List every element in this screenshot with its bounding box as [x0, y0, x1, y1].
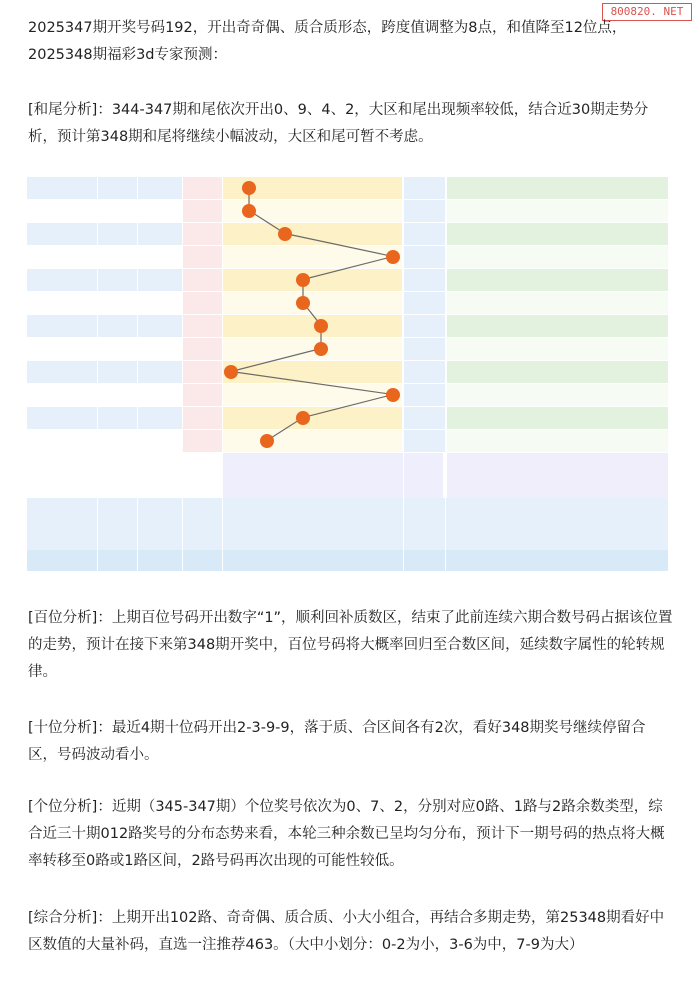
header-attribute — [539, 500, 557, 523]
header-digit — [384, 500, 402, 523]
header-digit — [294, 500, 312, 523]
occurrence-distribution-cell — [222, 549, 240, 572]
forecast-attribute-cell — [484, 475, 502, 498]
occurrence-attribute-cell — [521, 549, 539, 572]
forecast-attribute-cell — [557, 475, 575, 498]
header-trial — [137, 513, 182, 536]
header-digit — [240, 500, 258, 523]
hit-ball — [260, 434, 274, 448]
header-prize — [182, 513, 222, 536]
hit-ball — [296, 273, 310, 287]
occurrence-distribution-cell — [276, 549, 294, 572]
forecast-attribute-cell — [631, 452, 649, 475]
occurrence-distribution-cell — [240, 549, 258, 572]
forecast-attribute-cell — [576, 452, 594, 475]
header-attribute — [521, 500, 539, 523]
hit-ball — [296, 296, 310, 310]
header-digit — [348, 500, 366, 523]
hit-ball — [278, 227, 292, 241]
occurrence-distribution-cell — [366, 549, 384, 572]
forecast-attribute-cell — [594, 475, 612, 498]
occurrence-attribute-cell — [594, 549, 612, 572]
hit-ball — [242, 204, 256, 218]
header-digit — [312, 500, 330, 523]
sum-tail-trend-chart — [27, 176, 668, 579]
units-analysis: [个位分析]：近期（345-347期）个位奖号依次为0、7、2，分别对应0路、1路与2路余数类型，综合近三十期012路奖号的分布态势来看，本轮三种余数已呈均匀分布，预计下一期号码的热点将大概率转移至0路或1路区间，2路号码再次出现的可能性较低。 — [28, 799, 665, 869]
occurrence-distribution-cell — [330, 549, 348, 572]
occurrence-attribute-cell — [613, 549, 631, 572]
forecast-distribution-background — [222, 452, 443, 498]
forecast-attribute-cell — [557, 452, 575, 475]
forecast-attribute-cell — [502, 452, 520, 475]
forecast-attribute-cell — [484, 452, 502, 475]
forecast-attribute-cell — [613, 475, 631, 498]
forecast-attribute-cell — [649, 475, 667, 498]
header-attribute — [594, 500, 612, 523]
occurrence-distribution-cell — [294, 549, 312, 572]
forecast-attribute-cell — [465, 452, 483, 475]
summary-analysis: [综合分析]：上期开出102路、奇奇偶、质合质、小大小组合，再结合多期走势，第25348期看好中区数值的大量补码，直选一注推荐463。（大中小划分：0-2为小，3-6为中，7-9为大） — [28, 910, 665, 953]
sum-tail-analysis: [和尾分析]：344-347期和尾依次开出0、9、4、2，大区和尾出现频率较低，结合近30期走势分析，预计第348期和尾将继续小幅波动，大区和尾可暂不考虑。 — [28, 102, 649, 145]
forecast-attribute-cell — [447, 452, 465, 475]
forecast-attribute-cell — [594, 452, 612, 475]
hit-ball — [224, 365, 238, 379]
hit-ball — [314, 342, 328, 356]
occurrence-distribution-cell — [258, 549, 276, 572]
occurrence-distribution-cell — [348, 549, 366, 572]
occurrence-attribute-cell — [447, 549, 465, 572]
occurrence-distribution-cell — [312, 549, 330, 572]
header-digit — [366, 500, 384, 523]
forecast-attribute-cell — [502, 475, 520, 498]
forecast-row-label — [47, 475, 182, 498]
forecast-attribute-cell — [447, 475, 465, 498]
header-digit — [258, 500, 276, 523]
hit-ball — [386, 250, 400, 264]
tens-analysis: [十位分析]：最近4期十位码开出2-3-9-9，落于质、合区间各有2次，看好348期奖号继续停留合区，号码波动看小。 — [28, 720, 646, 763]
header-attribute — [557, 500, 575, 523]
header-attribute — [576, 500, 594, 523]
occurrence-label — [27, 549, 182, 572]
header-distribution-title — [222, 524, 402, 547]
forecast-attribute-cell — [465, 475, 483, 498]
header-digit — [330, 500, 348, 523]
header-attribute — [465, 500, 483, 523]
trend-polyline — [231, 188, 393, 441]
occurrence-attribute-cell — [631, 549, 649, 572]
forecast-row-label — [47, 452, 182, 475]
occurrence-attribute-cell — [539, 549, 557, 572]
forecast-attribute-cell — [521, 452, 539, 475]
header-digit — [222, 500, 240, 523]
header-ball — [97, 513, 137, 536]
occurrence-attribute-cell — [649, 549, 667, 572]
forecast-attribute-cell — [539, 475, 557, 498]
forecast-attribute-cell — [539, 452, 557, 475]
hit-ball — [242, 181, 256, 195]
occurrence-attribute-cell — [465, 549, 483, 572]
forecast-attribute-cell — [631, 475, 649, 498]
header-attribute — [502, 500, 520, 523]
header-period — [27, 513, 97, 536]
occurrence-attribute-cell — [557, 549, 575, 572]
header-attribute — [613, 500, 631, 523]
occurrence-attribute-cell — [502, 549, 520, 572]
hit-ball — [296, 411, 310, 425]
site-watermark: 800820. NET — [602, 3, 692, 21]
occurrence-distribution-cell — [384, 549, 402, 572]
occurrence-attribute-cell — [484, 549, 502, 572]
occurrence-attribute-cell — [576, 549, 594, 572]
header-attribute-title — [447, 524, 668, 547]
intro-paragraph: 2025347期开奖号码192，开出奇奇偶、质合质形态，跨度值调整为8点，和值降至12位点，2025348期福彩3d专家预测： — [28, 20, 627, 63]
header-attribute — [447, 500, 465, 523]
hundreds-analysis: [百位分析]：上期百位号码开出数字“1”，顺利回补质数区，结束了此前连续六期合数号码占据该位置的走势，预计在接下来第348期开奖中，百位号码将大概率回归至合数区间，延续数字属性的轮转规律。 — [28, 610, 673, 680]
header-tail — [403, 513, 445, 536]
forecast-mark — [202, 475, 222, 498]
forecast-attribute-cell — [576, 475, 594, 498]
forecast-attribute-cell — [613, 452, 631, 475]
header-attribute — [631, 500, 649, 523]
header-attribute — [484, 500, 502, 523]
header-attribute — [649, 500, 667, 523]
forecast-attribute-cell — [521, 475, 539, 498]
hit-ball — [314, 319, 328, 333]
forecast-attribute-cell — [649, 452, 667, 475]
trend-line — [27, 176, 668, 452]
hit-ball — [386, 388, 400, 402]
occurrence-tail-cell — [403, 549, 445, 572]
header-digit — [276, 500, 294, 523]
